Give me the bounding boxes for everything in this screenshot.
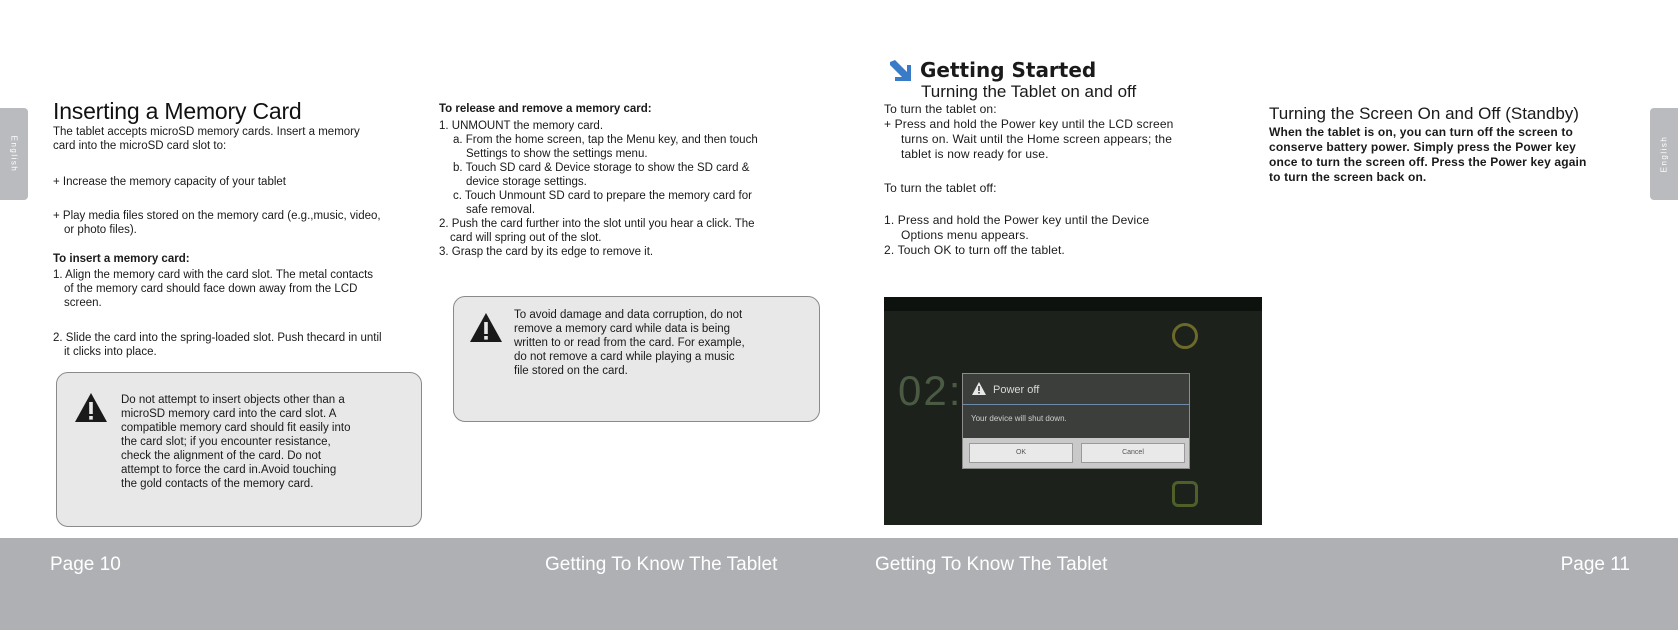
bullet-line: + Play media files stored on the memory card (e.g.,music, video, (53, 210, 381, 222)
power-off-dialog (962, 373, 1190, 469)
clock-widget-icon (1172, 323, 1198, 349)
intro-line: card into the microSD card slot to: (53, 140, 227, 152)
intro-line: The tablet accepts microSD memory cards. Insert a memory (53, 126, 360, 138)
step-line: 1. Press and hold the Power key until the Device (884, 213, 1150, 227)
step-line: it clicks into place. (64, 346, 157, 358)
clock-text: 02: (898, 367, 963, 414)
release-step-2: card will spring out of the slot. (450, 232, 602, 244)
warning-line: microSD memory card into the card slot. A (121, 408, 337, 420)
page-number-right: Page 11 (1560, 554, 1630, 575)
warning-line: attempt to force the card in.Avoid touching (121, 464, 337, 476)
release-step-a: a. From the home screen, tap the Menu key, and then touch (453, 134, 758, 146)
intro-paragraph (53, 125, 360, 153)
warning-line: do not remove a card while playing a music (514, 351, 735, 363)
cancel-button[interactable]: Cancel (1081, 443, 1185, 463)
release-step-c: safe removal. (466, 204, 536, 216)
warning-line: file stored on the card. (514, 365, 628, 377)
language-tab-right (1650, 108, 1678, 200)
step-line: 2. Touch OK to turn off the tablet. (884, 243, 1065, 257)
step-line: 1. Align the memory card with the card slot. The metal contacts (53, 269, 374, 281)
turn-off-steps (884, 213, 1149, 258)
insert-step-1 (53, 268, 373, 310)
release-step-b: device storage settings. (466, 176, 587, 188)
release-steps (439, 119, 758, 259)
warning-box-remove (453, 296, 820, 422)
warning-line: remove a memory card while data is being (514, 323, 731, 335)
insert-heading: To insert a memory card: (53, 253, 190, 265)
power-off-screenshot (884, 297, 1262, 525)
step-line: turns on. Wait until the Home screen appears; the (901, 132, 1173, 146)
dialog-message: Your device will shut down. (971, 414, 1067, 423)
warning-triangle-icon (73, 391, 109, 424)
warning-line: check the alignment of the card. Do not (121, 450, 322, 462)
page-title: Inserting a Memory Card (53, 98, 302, 124)
chapter-title-right: Getting To Know The Tablet (875, 554, 1108, 575)
warning-line: the gold contacts of the memory card. (121, 478, 314, 490)
warning-triangle-icon (971, 381, 987, 396)
warning-line: Do not attempt to insert objects other than a (121, 394, 345, 406)
release-step-3: 3. Grasp the card by its edge to remove it. (439, 246, 654, 258)
release-step-c: c. Touch Unmount SD card to prepare the memory card for (453, 190, 752, 202)
step-line: screen. (64, 297, 102, 309)
release-step-1: 1. UNMOUNT the memory card. (439, 120, 604, 132)
warning-line: compatible memory card should fit easily into (121, 422, 351, 434)
warning-box-insert (56, 372, 422, 527)
dialog-divider (963, 404, 1189, 405)
standby-line: conserve battery power. Simply press the Power key (1269, 140, 1576, 154)
warning-line: To avoid damage and data corruption, do not (514, 309, 743, 321)
app-icon (1172, 481, 1198, 507)
status-bar (884, 297, 1262, 311)
standby-title: Turning the Screen On and Off (Standby) (1269, 104, 1579, 123)
warning-text (514, 308, 745, 378)
turn-on-label: To turn the tablet on: (884, 102, 997, 116)
bullet-capacity: + Increase the memory capacity of your tablet (53, 176, 286, 188)
chapter-title-left: Getting To Know The Tablet (545, 554, 778, 575)
page-number-left: Page 10 (50, 554, 121, 575)
language-tab-label: English (9, 135, 19, 173)
warning-line: written to or read from the card. For example, (514, 337, 745, 349)
standby-line: When the tablet is on, you can turn off the screen to (1269, 125, 1573, 139)
release-heading: To release and remove a memory card: (439, 103, 652, 115)
section-subtitle: Turning the Tablet on and off (921, 82, 1137, 101)
standby-line: to turn the screen back on. (1269, 170, 1427, 184)
step-line: tablet is now ready for use. (901, 147, 1049, 161)
bullet-line: or photo files). (64, 224, 137, 236)
step-line: Options menu appears. (901, 228, 1029, 242)
warning-triangle-icon (468, 311, 504, 344)
release-step-2: 2. Push the card further into the slot until you hear a click. The (439, 218, 755, 230)
step-line: 2. Slide the card into the spring-loaded slot. Push thecard in until (53, 332, 382, 344)
standby-line: once to turn the screen off. Press the Power key again (1269, 155, 1587, 169)
language-tab-left (0, 108, 28, 200)
release-step-a: Settings to show the settings menu. (466, 148, 648, 160)
turn-on-step (884, 117, 1173, 162)
footer-bar (0, 538, 1678, 630)
section-title: Getting Started (920, 58, 1097, 82)
arrow-down-right-icon (888, 58, 912, 82)
turn-off-label: To turn the tablet off: (884, 181, 997, 195)
step-line: of the memory card should face down away from the LCD (64, 283, 358, 295)
step-line: + Press and hold the Power key until the LCD screen (884, 117, 1174, 131)
dialog-button-bar (963, 438, 1189, 468)
release-step-b: b. Touch SD card & Device storage to show the SD card & (453, 162, 750, 174)
warning-text (121, 393, 350, 491)
ok-button[interactable]: OK (969, 443, 1073, 463)
dialog-title: Power off (993, 384, 1040, 396)
insert-step-2 (53, 331, 382, 359)
standby-text (1269, 125, 1587, 185)
bullet-media (53, 209, 381, 237)
language-tab-label: English (1659, 135, 1669, 173)
warning-line: the card slot; if you encounter resistance, (121, 436, 331, 448)
